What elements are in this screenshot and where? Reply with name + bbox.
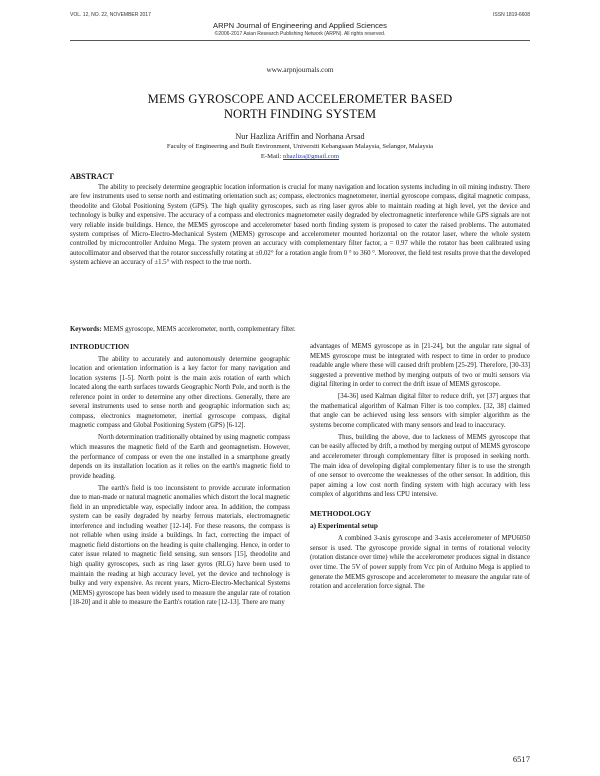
header-rule <box>70 40 530 41</box>
title-line-2: NORTH FINDING SYSTEM <box>223 107 377 121</box>
title-line-1: MEMS GYROSCOPE AND ACCELEROMETER BASED <box>147 92 453 106</box>
abstract-heading: ABSTRACT <box>70 172 114 181</box>
introduction-heading: INTRODUCTION <box>70 342 130 351</box>
experimental-setup-heading: a) Experimental setup <box>310 521 378 530</box>
page-number: 6517 <box>512 754 530 764</box>
intro-paragraph-5: [34-36] used Kalman digital filter to reduce drift, yet [37] argues that the mathematical algorithm of Kalman Filter is too complex. [32, 38] claimed that angle can be achieved using less sensors with simpler algorithm as the systems become complicated with many sensors and lead to inaccuracy. <box>310 393 530 429</box>
keywords <box>70 326 530 333</box>
intro-paragraph-1: The ability to accurately and autonomously determine geographic location and orientation information is a key factor for many navigation and location systems [1-5]. North point is the main axis rotation of earth which located along the earth surfaces towards Geographic North Pole, and north is the reference point in order to determine any other directions. Generally, there are several instruments used to sense north and geographic information such as; compass, electronics magnetometer, inertial gyroscope compass, digital magnetic compass and Global Positioning System (GPS) [6-12]. <box>70 355 290 430</box>
journal-name: ARPN Journal of Engineering and Applied Sciences <box>213 21 387 30</box>
affiliation: Faculty of Engineering and Built Environment, Universiti Kebangsaan Malaysia, Selangor, Malaysia <box>166 143 434 150</box>
right-column <box>310 342 530 594</box>
intro-paragraph-3: The earth's field is too inconsistent to provide accurate information due to man-made or natural magnetic anomalies which distort the local magnetic field in an unpredictable way, especially indoor area. In addition, the compass system can be easily degraded by nearby ferrous materials, electromagnetic interference and including weather [12-14]. For these reasons, the compass is not reliable when using inside a buildings. In fact, correcting the impact of magnetic field distortions on the heading is quite challenging. Hence, in order to cater issue related to magnetic field sensing, sun sensors [15], theodolite and high quality gyroscopes, such as ring laser gyros (RLG) have been used to maintain the reading at high accuracy level, yet the device and technology is bulky and very expensive. As recent years, Micro-Electro-Mechanical Systems (MEMS) gyroscope has been widely used to measure the angular rate of rotation [18-20] and it able to measure the Earth's rotation rate [12-13]. There are many <box>70 484 290 607</box>
left-column <box>70 342 290 610</box>
copyright-line: ©2006-2017 Asian Research Publishing Network (ARPN). All rights reserved. <box>214 31 386 37</box>
authors: Nur Hazliza Ariffin and Norhana Arsad <box>235 132 365 141</box>
journal-masthead <box>70 12 530 52</box>
journal-website: www.arpnjournals.com <box>266 66 334 74</box>
email-label: E-Mail: <box>260 153 282 160</box>
volume-line: VOL. 12, NO. 22, NOVEMBER 2017 <box>70 12 151 18</box>
intro-paragraph-2: North determination traditionally obtained by using magnetic compass which measures the magnetic field of the Earth and geomagnetism. However, the performance of compass or even the one installed in a smartphone greatly depends on its installation location as it relies on the earth's magnetic field to provide heading. <box>70 434 290 480</box>
intro-paragraph-6: Thus, building the above, due to lackness of MEMS gyroscope that can be easily affected by drift, a method by merging output of MEMS gyroscope and accelerometer through complementary filter is proposed in seeking north. The main idea of developing digital complementary filter is to use the strength of one sensor to overcome the weaknesses of the other sensor. In addition, this paper aiming a low cost north finding system with high accuracy with less complex of algorithms and less CPU intensive. <box>310 433 530 499</box>
email-line <box>0 153 600 160</box>
keywords-label: Keywords: <box>70 326 102 333</box>
section-spacer <box>310 502 530 509</box>
issn: ISSN 1819-6608 <box>493 12 530 18</box>
abstract-text: The ability to precisely determine geographic location information is crucial for many navigation and location systems including in oil mining industry. There are few instruments used to sense north and estimating orientation such as; compass, electronics magnetometer, inertial gyroscope compass, digital magnetic compass, theodolite and Global Positioning System (GPS). The high quality gyroscopes, such as ring laser gyros able to maintain reading at high level, yet the device and technology is bulky and expensive. The accuracy of a compass and electronics magnetometer easily degraded by electromagnetic interference while GPS signals are not very reliable inside buildings. Hence, the MEMS gyroscope and accelerometer based north finding system is proposed to cater the raised problems. The automated system comprises of Micro-Electro-Mechanical System (MEMS) gyroscope and accelerometer mounted horizontal on the rotator laser, where the whole system controlled by microcontroller Arduino Mega. The system proven an accuracy with complementary filter factor, a = 0.97 while the rotator has been calibrated using autocollimator and observed that the rotator successfully rotating at ±0.02° for a rotation angle from 0 ° to 360 °. Moreover, the field test results prove that the developed system achieve an accuracy of ±1.5° with respect to the true north. <box>70 184 530 267</box>
keywords-text: MEMS gyroscope, MEMS accelerometer, north, complementary filter. <box>103 326 296 333</box>
methodology-heading: METHODOLOGY <box>310 509 372 519</box>
email-link[interactable]: nhazliza@gmail.com <box>283 153 340 160</box>
paper-title <box>80 92 520 122</box>
method-paragraph-1: A combined 3-axis gyroscope and 3-axis accelerometer of MPU6050 sensor is used. The gyroscope provide signal in terms of rotational velocity (rotation distance over time) while the accelerometer produces signal in distance over time. The 5V of power supply from Vcc pin of Arduino Mega is applied to generate the MEMS gyroscope and accelerometer to measure the angular rate of rotation and acceleration force signal. The <box>310 535 530 591</box>
intro-paragraph-4: advantages of MEMS gyroscope as in [21-24], but the angular rate signal of MEMS gyroscope must be integrated with respect to time in order to produce readable angle where these will caused drift problem [25-29]. Therefore, [30-33] suggested a preventive method by merging outputs of two or multi sensors via digital filtering in order to correct the drift issue of MEMS gyroscope. <box>310 343 530 389</box>
